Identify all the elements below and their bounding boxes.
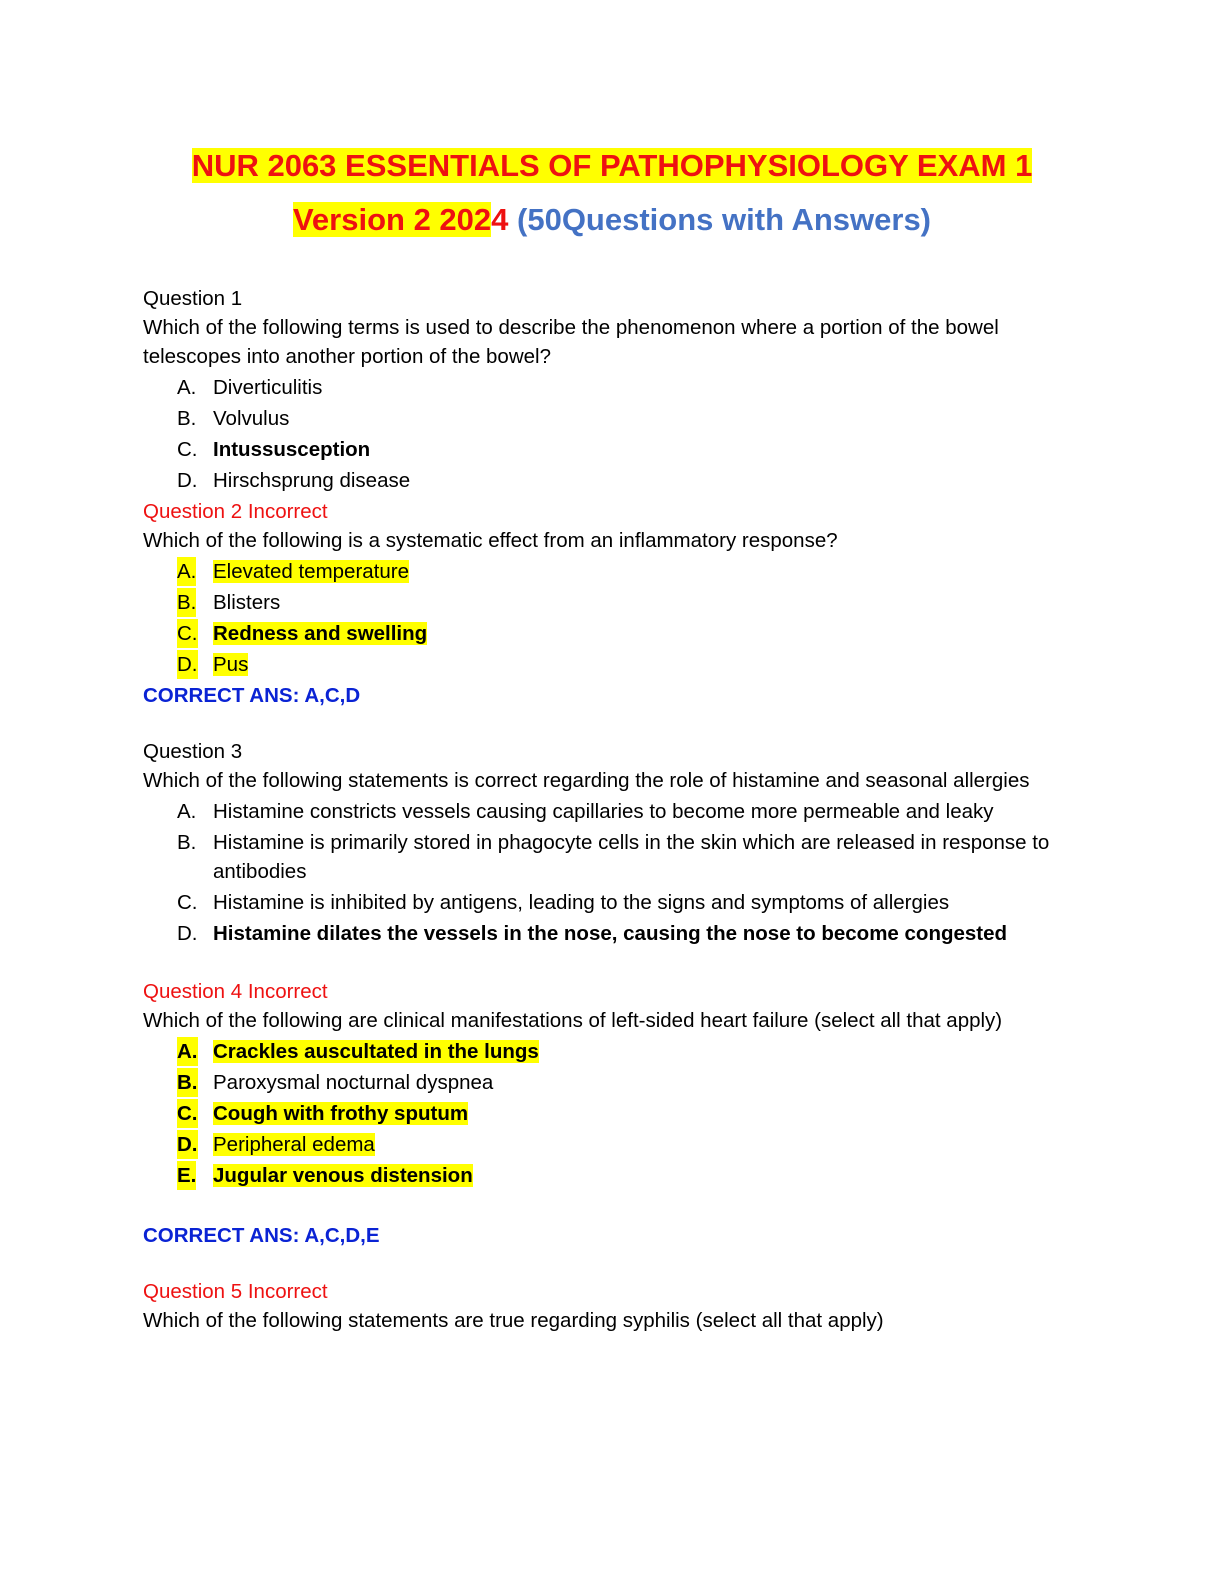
option-letter: B. bbox=[177, 831, 197, 854]
document-title-line1 bbox=[0, 146, 1224, 186]
option-text-correct: Intussusception bbox=[213, 438, 371, 461]
option-item bbox=[143, 1161, 1083, 1190]
option-item bbox=[143, 888, 1083, 917]
question-1-heading: Question 1 bbox=[143, 287, 243, 310]
option-letter: A. bbox=[177, 557, 196, 586]
option-letter: A. bbox=[177, 376, 197, 399]
option-text-correct: Histamine dilates the vessels in the nose, causing the nose to become congested bbox=[213, 922, 1008, 945]
question-4-heading: Question 4 Incorrect bbox=[143, 980, 328, 1003]
option-text: Hirschsprung disease bbox=[213, 469, 411, 492]
option-item bbox=[143, 1099, 1083, 1128]
document-title-line2 bbox=[0, 200, 1224, 240]
question-content bbox=[143, 284, 1083, 1335]
question-2-text: Which of the following is a systematic effect from an inflammatory response? bbox=[143, 529, 838, 552]
option-letter: D. bbox=[177, 469, 198, 492]
option-item bbox=[143, 373, 1083, 402]
option-letter: B. bbox=[177, 407, 197, 430]
option-letter: C. bbox=[177, 891, 198, 914]
question-5-heading: Question 5 Incorrect bbox=[143, 1280, 328, 1303]
title-subtitle-text: (50Questions with Answers) bbox=[508, 202, 932, 237]
option-letter: E. bbox=[177, 1161, 196, 1190]
option-item bbox=[143, 619, 1083, 648]
option-item bbox=[143, 797, 1083, 826]
option-item bbox=[143, 919, 1083, 948]
question-3-text: Which of the following statements is correct regarding the role of histamine and seasonal allergies bbox=[143, 769, 1030, 792]
option-letter: C. bbox=[177, 438, 198, 461]
question-2-correct-answer: CORRECT ANS: A,C,D bbox=[143, 684, 361, 707]
question-1-text: Which of the following terms is used to describe the phenomenon where a portion of the bowel telescopes into another portion of the bowel? bbox=[143, 316, 999, 368]
option-item bbox=[143, 466, 1083, 495]
option-item bbox=[143, 557, 1083, 586]
question-3 bbox=[143, 737, 1083, 948]
option-text-correct: Jugular venous distension bbox=[213, 1164, 473, 1187]
question-5 bbox=[143, 1277, 1083, 1335]
option-letter: D. bbox=[177, 1130, 198, 1159]
option-item bbox=[143, 1130, 1083, 1159]
title-line1-text: NUR 2063 ESSENTIALS OF PATHOPHYSIOLOGY EXAM 1 bbox=[191, 148, 1033, 183]
spacer bbox=[143, 710, 1083, 737]
option-item bbox=[143, 404, 1083, 433]
option-text: Histamine is primarily stored in phagocyte cells in the skin which are released in response to antibodies bbox=[213, 831, 1050, 883]
option-text-correct: Crackles auscultated in the lungs bbox=[213, 1040, 539, 1063]
option-text-correct: Redness and swelling bbox=[213, 622, 428, 645]
question-4 bbox=[143, 977, 1083, 1250]
option-letter: D. bbox=[177, 922, 198, 945]
option-text: Paroxysmal nocturnal dyspnea bbox=[213, 1071, 494, 1094]
option-letter: D. bbox=[177, 650, 198, 679]
question-3-heading: Question 3 bbox=[143, 740, 243, 763]
option-text: Blisters bbox=[213, 591, 281, 614]
option-item bbox=[143, 650, 1083, 679]
option-text: Diverticulitis bbox=[213, 376, 323, 399]
question-1 bbox=[143, 284, 1083, 495]
option-letter: C. bbox=[177, 619, 198, 648]
question-2 bbox=[143, 497, 1083, 710]
option-item bbox=[143, 435, 1083, 464]
option-item bbox=[143, 1068, 1083, 1097]
option-text: Volvulus bbox=[213, 407, 290, 430]
question-4-text: Which of the following are clinical manifestations of left-sided heart failure (select all that apply) bbox=[143, 1009, 1003, 1032]
option-item bbox=[143, 1037, 1083, 1066]
question-2-options bbox=[143, 557, 1083, 679]
question-5-text: Which of the following statements are true regarding syphilis (select all that apply) bbox=[143, 1309, 884, 1332]
option-letter: A. bbox=[177, 800, 197, 823]
question-4-options bbox=[143, 1037, 1083, 1190]
spacer bbox=[143, 1192, 1083, 1219]
option-text: Pus bbox=[213, 653, 249, 676]
title-version-text: Version 2 202 bbox=[292, 202, 492, 237]
question-4-correct-answer: CORRECT ANS: A,C,D,E bbox=[143, 1224, 380, 1247]
question-3-options bbox=[143, 797, 1083, 948]
option-text-correct: Cough with frothy sputum bbox=[213, 1102, 469, 1125]
title-version-digit: 4 bbox=[491, 202, 509, 237]
option-text: Histamine is inhibited by antigens, leading to the signs and symptoms of allergies bbox=[213, 891, 950, 914]
option-text: Peripheral edema bbox=[213, 1133, 375, 1156]
spacer bbox=[143, 1250, 1083, 1277]
option-item bbox=[143, 588, 1083, 617]
option-item bbox=[143, 828, 1083, 886]
option-letter: B. bbox=[177, 1068, 198, 1097]
option-letter: A. bbox=[177, 1037, 198, 1066]
option-letter: C. bbox=[177, 1099, 198, 1128]
spacer bbox=[143, 950, 1083, 977]
option-letter: B. bbox=[177, 588, 196, 617]
option-text: Histamine constricts vessels causing capillaries to become more permeable and leaky bbox=[213, 800, 994, 823]
question-1-options bbox=[143, 373, 1083, 495]
option-text: Elevated temperature bbox=[213, 560, 410, 583]
question-2-heading: Question 2 Incorrect bbox=[143, 500, 328, 523]
